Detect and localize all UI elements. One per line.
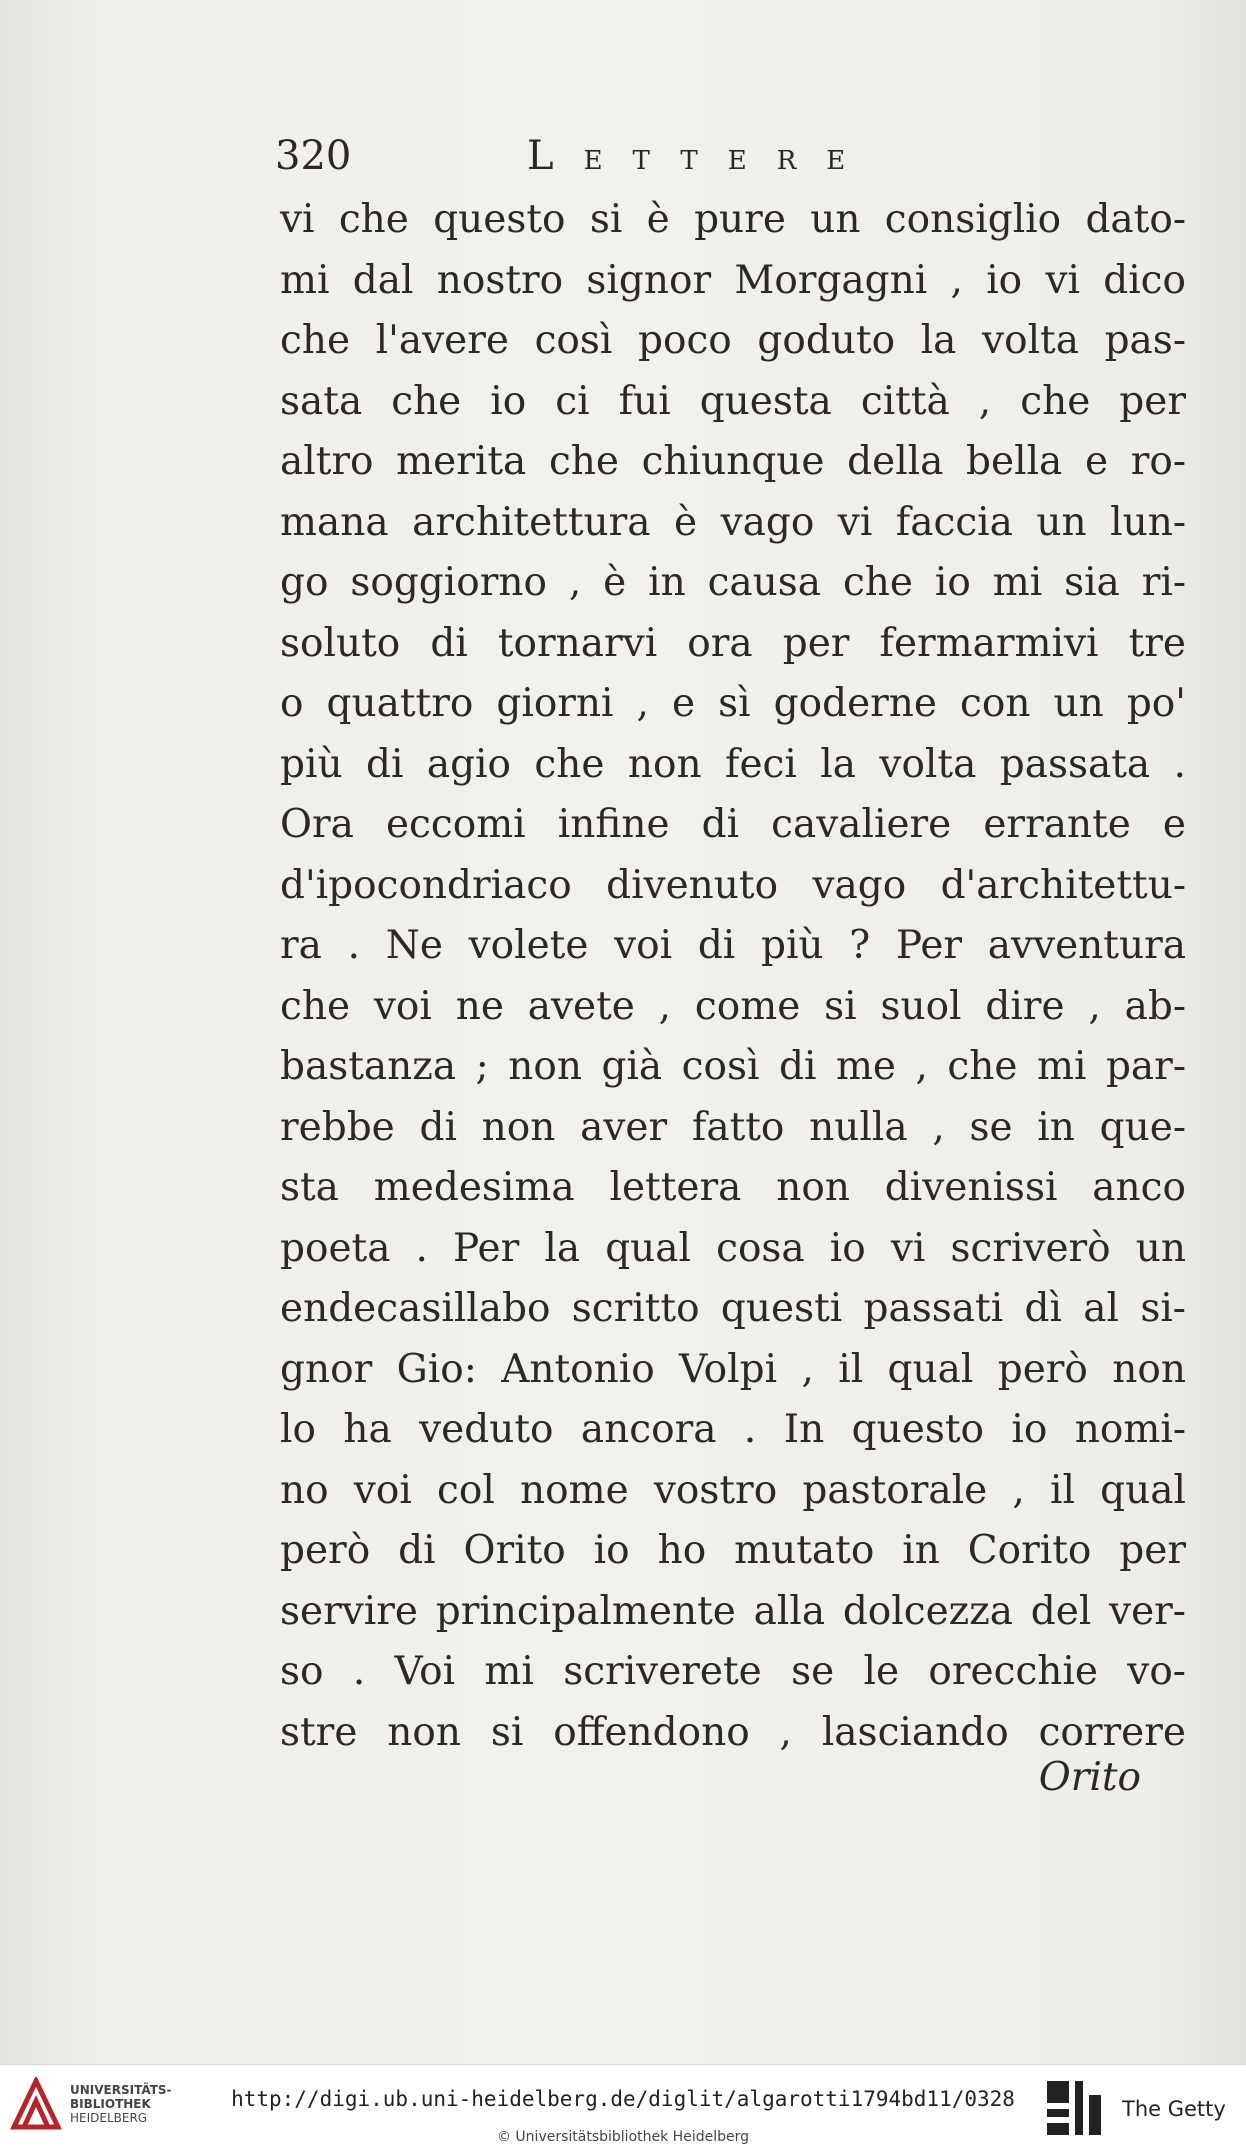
text-line: stre non si offendono , lasciando correre [280, 1709, 1186, 1755]
page-number: 320 [275, 133, 352, 179]
text-line: o quattro giorni , e sì goderne con un po' [280, 681, 1186, 726]
page-header [275, 133, 1195, 183]
running-title-initial: L [527, 133, 584, 179]
text-line: go soggiorno , è in causa che io mi sia ri- [280, 560, 1186, 605]
text-line: gnor Gio: Antonio Volpi , il qual però non [280, 1346, 1186, 1392]
library-name-line: BIBLIOTHEK [70, 2097, 151, 2111]
text-line: lo ha veduto ancora . In questo io nomi- [280, 1407, 1186, 1452]
text-line: sata che io ci fui questa città , che per [280, 378, 1186, 424]
text-line: che voi ne avete , come si suol dire , ab- [280, 983, 1186, 1029]
text-line: endecasillabo scritto questi passati dì al si- [280, 1286, 1186, 1331]
running-title-rest: ETTERE [583, 146, 876, 176]
catchword: Orito [1038, 1755, 1141, 1800]
text-line: più di agio che non feci la volta passata . [280, 741, 1186, 787]
library-name-line: UNIVERSITÄTS- [70, 2083, 172, 2097]
text-line: vi che questo si è pure un consiglio dato- [280, 197, 1186, 242]
text-line: no voi col nome vostro pastorale , il qual [280, 1467, 1186, 1513]
getty-logo-icon [1045, 2079, 1103, 2137]
text-line: d'ipocondriaco divenuto vago d'architettu- [280, 862, 1186, 908]
partner-name: The Getty [1122, 2097, 1226, 2121]
text-line: ra . Ne volete voi di più ? Per avventura [280, 923, 1186, 968]
viewer-footer [0, 2064, 1246, 2156]
running-title [527, 133, 875, 179]
permalink-url[interactable]: http://digi.ub.uni-heidelberg.de/diglit/algarotti1794bd11/0328 [231, 2087, 1015, 2111]
text-line: so . Voi mi scriverete se le orecchie vo- [280, 1649, 1186, 1694]
text-line: che l'avere così poco goduto la volta pas- [280, 318, 1186, 363]
text-line: poeta . Per la qual cosa io vi scriverò un [280, 1225, 1186, 1271]
text-line: altro merita che chiunque della bella e ro- [280, 439, 1186, 484]
body-text [280, 190, 1186, 1763]
text-line: sta medesima lettera non divenissi anco [280, 1165, 1186, 1210]
text-line: mana architettura è vago vi faccia un lun- [280, 499, 1186, 545]
text-line: Ora eccomi infine di cavaliere errante e [280, 802, 1186, 847]
copyright-notice: © Universitätsbibliothek Heidelberg [496, 2129, 749, 2145]
text-line: mi dal nostro signor Morgagni , io vi dico [280, 257, 1186, 303]
text-line: bastanza ; non già così di me , che mi par- [280, 1044, 1186, 1089]
text-line: servire principalmente alla dolcezza del ver- [280, 1588, 1186, 1634]
library-name-line: HEIDELBERG [70, 2111, 148, 2125]
text-line: però di Orito io ho mutato in Corito per [280, 1528, 1186, 1573]
text-line: rebbe di non aver fatto nulla , se in que- [280, 1104, 1186, 1150]
text-line: soluto di tornarvi ora per fermarmivi tre [280, 620, 1186, 666]
